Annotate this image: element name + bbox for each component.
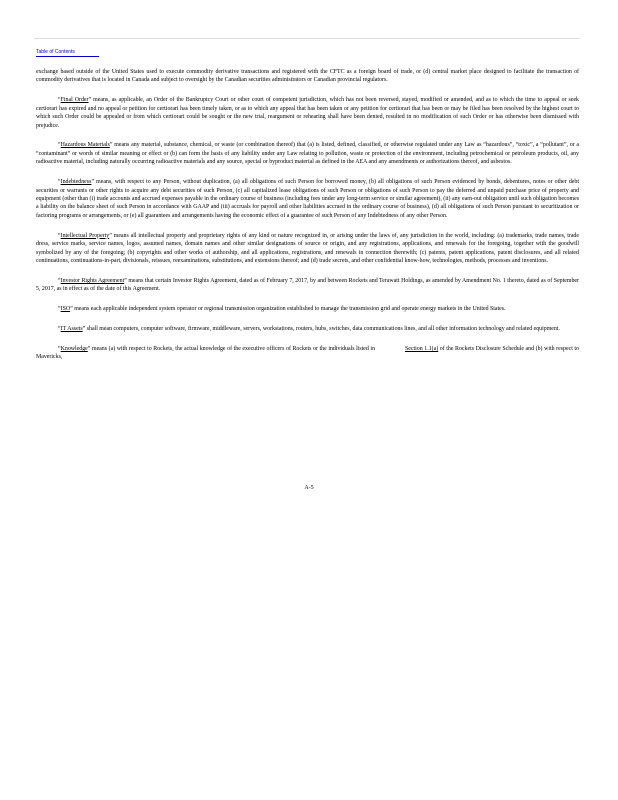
defined-term: IT Assets	[60, 326, 83, 333]
defined-term: Indebtedness	[60, 179, 92, 186]
definition-text: means all intellectual property and proprietary rights of any kind or nature recognized in, or arising under the laws of, any jurisdiction in the world, including: (a) trademarks, trade names, trade dress, service marks, service names, logos, assumed names, domain names and other similar designations of source or origin, and any registrations, applications, and renewals for the foregoing, together with the goodwill symbolized by any of the foregoing; (b) copyrights and other works of authorship, and all applications, registrations, and renewals in connection therewith; (c) patents, patent applications, patent disclosures, and all related continuations, continuations-in-part, divisionals, reissues, reexaminations, substitutions, and extensions thereof; and (d) trade secrets, and other confidential know-how, technologies, methods, processes and inventions.	[36, 232, 579, 264]
defined-term: Hazardous Materials	[60, 142, 110, 149]
definition-intellectual-property: “Intellectual Property” means all intellectual property and proprietary rights of any kind or nature recognized in, or arising under the laws of, any jurisdiction in the world, including: (a) trademarks, trade names, trade dress, service marks, service names, logos, assumed names, domain names and other similar designations of source or origin, and any registrations, applications, and renewals for the foregoing, together with the goodwill symbolized by any of the foregoing; (b) copyrights and other works of authorship, and all applications, registrations, and renewals in connection therewith; (c) patents, patent applications, patent disclosures, and all related continuations, continuations-in-part, divisionals, reissues, reexaminations, substitutions, and extensions thereof; and (d) trade secrets, and other confidential know-how, technologies, methods, processes and inventions.	[36, 232, 579, 264]
definition-final-order: “Final Order” means, as applicable, an Order of the Bankruptcy Court or other court of competent jurisdiction, which has not been reversed, stayed, modified or amended, and as to which the time to appeal or seek certiorari has expired and no appeal or petition for certiorari has been timely taken, or as to which any appeal that has been taken or any petition for certiorari that has been or may be filed has been resolved by the highest court to which such Order could be appealed or from which certiorari could be sought or the new trial, reargument or rehearing shall have been denied, resulted in no modification of such Order or has otherwise been dismissed with prejudice.	[36, 97, 580, 129]
defined-term: ISO	[60, 306, 71, 313]
table-of-contents-link[interactable]: Table of Contents	[36, 49, 99, 57]
definition-text: shall mean computers, computer software, firmware, middleware, servers, workstations, routers, hubs, switches, data communications lines, and all other information technology and related equipment.	[85, 326, 560, 333]
paragraph-text: exchange based outside of the United States used to execute commodity derivative transactions and registered with the CFTC as a foreign board of trade, or (d) central market place designed to facilitate the transaction of commodity derivatives that is located in Canada and subject to oversight by the Canadian securities administrators or Canadian provincial regulators.	[36, 69, 579, 84]
page-number: A-5	[304, 485, 314, 491]
defined-term: Investor Rights Agreement	[60, 277, 125, 284]
definition-text: means that certain Investor Rights Agreement, dated as of February 7, 2017, by and between Rockets and Terawatt Holdings, as amended by Amendment No. 1 thereto, dated as of September 5, 2017, as in effect as of the date of this Agreement.	[36, 277, 579, 293]
section-cross-reference: Section 1.1(a)	[405, 345, 439, 352]
defined-term: Final Order	[60, 97, 89, 104]
definition-iso: “ISO” means each applicable independent system operator or regional transmission organization established to manage the transmission grid and operate energy markets in the United States.	[58, 306, 506, 313]
definition-investor-rights-agreement: “Investor Rights Agreement” means that certain Investor Rights Agreement, dated as of February 7, 2017, by and between Rockets and Terawatt Holdings, as amended by Amendment No. 1 thereto, dated as of September 5, 2017, as in effect as of the date of this Agreement.	[36, 277, 579, 293]
definition-text: means (a) with respect to Rockets, the actual knowledge of the executive officers of Rockets or the individuals listed in	[90, 345, 376, 352]
definition-text: means, with respect to any Person, without duplication, (a) all obligations of such Person for borrowed money, (b) all obligations of such Person evidenced by bonds, debentures, notes or other debt securities or warrants or other rights to acquire any debt securities of such Person, (c) all capitalized lease obligations of such Person or obligations of such Person to pay the deferred and unpaid purchase price of property and equipment (other than (i) trade accounts and accrued expenses payable in the ordinary course of business (including fees under any long-term service or similar agreement), (ii) any earn-out obligation until such obligation becomes a liability on the balance sheet of such Person in accordance with GAAP and (iii) accruals for payroll and other liabilities accrued in the ordinary course of business), (d) all obligations of such Person pursuant to securitization or factoring programs or arrangements, or (e) all guarantees and arrangements having the economic effect of a guarantee of such Person of any Indebtedness of any other Person.	[36, 179, 579, 219]
definition-text: means any material, substance, chemical, or waste (or combination thereof) that (a) is listed, defined, classified, or otherwise regulated under any Law as “hazardous”, “toxic”, a “pollutant”, or a “contaminant” or words of similar meaning or effect or (b) can form the basis of any liability under any Law relating to pollution, waste or protection of the environment, including petrochemical or petroleum products, oil, any radioactive material, including naturally occurring radioactive materials and any source, special or byproduct material as defined in the AEA and any amendments or authorizations thereof, and asbestos.	[36, 142, 580, 166]
definition-knowledge: “Knowledge” means (a) with respect to Rockets, the actual knowledge of the executive officers of Rockets or the individuals listed in Section 1.1(a) of the Rockets Disclosure Schedule and (b) with respect to Mavericks,	[36, 345, 579, 361]
definition-text: means each applicable independent system operator or regional transmission organization established to manage the transmission grid and operate energy markets in the United States.	[72, 306, 506, 313]
document-body	[36, 68, 579, 373]
definition-indebtedness: “Indebtedness” means, with respect to any Person, without duplication, (a) all obligations of such Person for borrowed money, (b) all obligations of such Person evidenced by bonds, debentures, notes or other debt securities or warrants or other rights to acquire any debt securities of such Person, (c) all capitalized lease obligations of such Person or obligations of such Person to pay the deferred and unpaid purchase price of property and equipment (other than (i) trade accounts and accrued expenses payable in the ordinary course of business (including fees under any long-term service or similar agreement), (ii) any earn-out obligation until such obligation becomes a liability on the balance sheet of such Person in accordance with GAAP and (iii) accruals for payroll and other liabilities accrued in the ordinary course of business), (d) all obligations of such Person pursuant to securitization or factoring programs or arrangements, or (e) all guarantees and arrangements having the economic effect of a guarantee of such Person of any Indebtedness of any other Person.	[36, 179, 579, 219]
definition-text-continued: of the Rockets Disclosure Schedule and (b) with respect to Mavericks,	[36, 345, 579, 361]
definition-hazardous-materials: “Hazardous Materials” means any material, substance, chemical, or waste (or combination thereof) that (a) is listed, defined, classified, or otherwise regulated under any Law as “hazardous”, “toxic”, a “pollutant”, or a “contaminant” or words of similar meaning or effect or (b) can form the basis of any liability under any Law relating to pollution, waste or protection of the environment, including petrochemical or petroleum products, oil, any radioactive material, including naturally occurring radioactive materials and any source, special or byproduct material as defined in the AEA and any amendments or authorizations thereof, and asbestos.	[36, 142, 580, 166]
defined-term: Knowledge	[60, 345, 88, 352]
header-divider	[34, 38, 580, 39]
definition-text: means, as applicable, an Order of the Bankruptcy Court or other court of competent jurisdiction, which has not been reversed, stayed, modified or amended, and as to which the time to appeal or seek certiorari has expired and no appeal or petition for certiorari has been timely taken, or as to which any appeal that has been taken or any petition for certiorari that has been or may be filed has been resolved by the highest court to which such Order could be appealed or from which certiorari could be sought or the new trial, reargument or rehearing shall have been denied, resulted in no modification of such Order or has otherwise been dismissed with prejudice.	[36, 97, 580, 129]
paragraph-continuation	[36, 68, 579, 85]
definition-it-assets: “IT Assets” shall mean computers, computer software, firmware, middleware, servers, workstations, routers, hubs, switches, data communications lines, and all other information technology and related equipment.	[58, 326, 560, 333]
defined-term: Intellectual Property	[60, 232, 110, 239]
